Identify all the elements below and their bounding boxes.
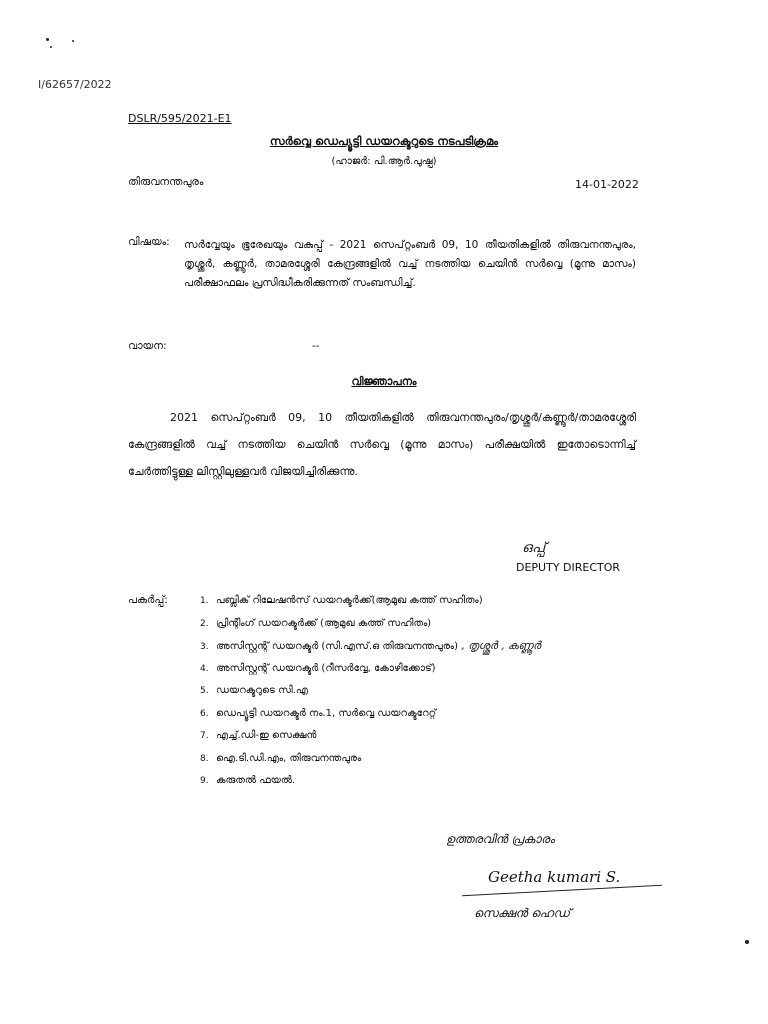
list-item [200, 682, 541, 705]
list-item-number: 3. [200, 642, 209, 652]
list-item-number: 2. [200, 618, 209, 629]
section-head: സെക്ഷൻ ഹെഡ് [474, 906, 571, 920]
list-item-text: ഡെപ്യൂട്ടി ഡയറക്ടർ നം.1, സർവ്വെ ഡയറക്ടറേറ്റ് [216, 707, 437, 719]
list-item [200, 660, 541, 683]
reference-value: -- [312, 340, 320, 352]
signatory-signature: Geetha kumari S. [488, 868, 621, 886]
scan-speck [745, 940, 749, 944]
list-item-text: ഡയറക്ടറുടെ സി.എ [216, 685, 308, 696]
list-item [200, 637, 541, 660]
scan-speck [50, 46, 52, 48]
reference-label: വായന: [128, 340, 167, 352]
order-line: ഉത്തരവിൻ പ്രകാരം [446, 832, 555, 846]
subject-text: സർവ്വേയും ഭൂരേഖയും വകുപ്പ് - 2021 സെപ്റ്റംബർ 09, 10 തീയതികളിൽ തിരുവനന്തപുരം, തൃശ്ശൂർ, കണ്ണൂർ, താമരശ്ശേരി കേന്ദ്രങ്ങളിൽ വച്ച് നടത്തിയ ചെയിൻ സർവ്വെ (മൂന്നു മാസം) പരീക്ഷാഫലം പ്രസിദ്ധീകരിക്കുന്നത് സംബന്ധിച്ച്. [184, 239, 636, 289]
file-number: I/62657/2022 [38, 78, 112, 91]
handwritten-note: , തൃശ്ശൂർ , കണ്ണൂർ [461, 639, 541, 652]
document-date: 14-01-2022 [575, 178, 639, 191]
list-item-number: 1. [200, 596, 209, 606]
list-item-text: കരുതൽ ഫയൽ. [216, 775, 296, 786]
list-item-text: ഐ.ടി.ഡി.എം, തിരുവനന്തപുരം [216, 752, 362, 764]
list-item-text: പബ്ലിക് റിലേഷൻസ് ഡയറക്ടർക്ക്(ആമുഖ കത്ത് സഹിതം) [216, 595, 483, 606]
designation: DEPUTY DIRECTOR [516, 561, 621, 574]
copy-label: പകർപ്പ്: [128, 594, 168, 606]
signature-mark: ഒപ്പ് [522, 540, 546, 556]
document-title: സർവ്വെ ഡെപ്യൂട്ടി ഡയറക്ടറുടെ നടപടിക്രമം [269, 134, 499, 148]
list-item [200, 592, 541, 615]
list-item-number: 6. [200, 708, 209, 719]
document-subtitle: (ഹാജർ: പി.ആർ.പുഷ്പ) [331, 156, 437, 167]
list-item [200, 727, 541, 750]
scan-speck [46, 38, 49, 41]
list-item-number: 4. [200, 663, 209, 674]
list-item [200, 772, 541, 795]
list-item-number: 7. [200, 731, 209, 741]
list-item-text: അസിസ്റ്റന്റ് ഡയറക്ടർ (റീസർവ്വേ, കോഴിക്കോട്) [216, 662, 436, 674]
notification-title: വിജ്ഞാപനം [351, 375, 417, 388]
reference-number: DSLR/595/2021-E1 [128, 112, 232, 125]
list-item [200, 705, 541, 728]
list-item-text: എച്ച്.ഡി-ഇ സെക്ഷൻ [216, 730, 317, 741]
list-item-text: അസിസ്റ്റന്റ് ഡയറക്ടർ (സി.എസ്.ഒ തിരുവനന്തപുരം) [216, 641, 458, 652]
list-item-text: പ്രിന്റിംഗ് ഡയറക്ടർക്ക് (ആമുഖ കത്ത് സഹിതം) [216, 617, 432, 629]
list-item-number: 8. [200, 753, 209, 764]
place: തിരുവനന്തപുരം [128, 176, 204, 188]
list-item-number: 5. [200, 686, 209, 696]
list-item [200, 750, 541, 773]
list-item [200, 615, 541, 638]
subject-label: വിഷയം: [128, 236, 170, 248]
notification-body: 2021 സെപ്റ്റംബർ 09, 10 തീയതികളിൽ തിരുവനന്തപുരം/തൃശ്ശൂർ/കണ്ണൂർ/താമരശ്ശേരി കേന്ദ്രങ്ങളിൽ വച്ച് നടത്തിയ ചെയിൻ സർവ്വെ (മൂന്നു മാസം) പരീക്ഷയിൽ ഇതോടൊന്നിച്ച് ചേർത്തിട്ടുള്ള ലിസ്റ്റിലുള്ളവർ വിജയിച്ചിരിക്കുന്നു. [128, 411, 636, 478]
list-item-number: 9. [200, 776, 209, 786]
scan-speck [72, 40, 74, 42]
copy-list [200, 592, 541, 795]
signature-underline [462, 885, 662, 896]
